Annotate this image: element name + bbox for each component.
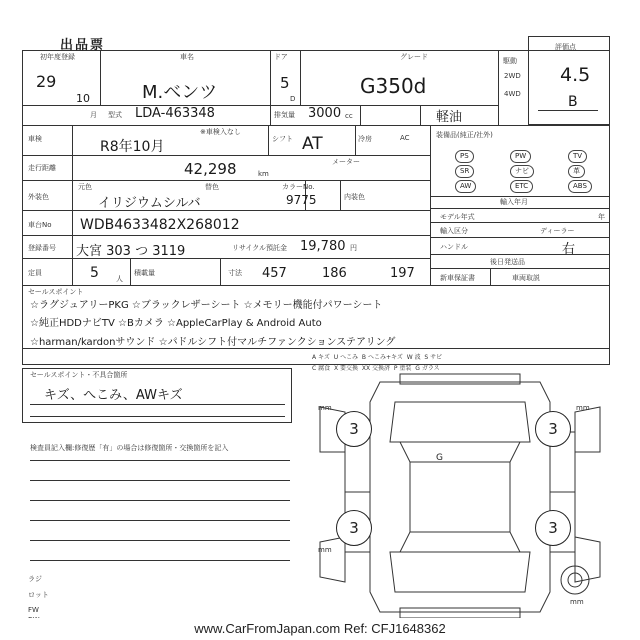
- model-year-unit: 年: [598, 213, 605, 221]
- size-label: 寸法: [228, 269, 242, 277]
- import-type-value: ディーラー: [540, 227, 575, 235]
- warranty-label: 新車保証書: [440, 274, 475, 282]
- left-rear-fender: [320, 537, 345, 582]
- color-value: イリジウムシルバ: [98, 196, 201, 211]
- right-rear-fender: [575, 537, 600, 582]
- drive-label: 駆動: [503, 57, 517, 65]
- tire-rear-right: 3: [535, 510, 571, 546]
- damage-legend-row-1: A キズ U へこみ B へこみ+キズ W 波 S サビ: [312, 354, 443, 361]
- displacement-value: 3000: [308, 106, 342, 121]
- rear-glass-panel: [400, 532, 520, 552]
- fuel-value: 軽油: [436, 110, 463, 125]
- drive-2wd: 2WD: [504, 72, 521, 80]
- height-value: 197: [390, 266, 415, 281]
- equip-etc: ETC: [510, 180, 533, 193]
- mm-bottom-right: mm: [570, 598, 584, 606]
- color-code-value: 9775: [286, 193, 317, 207]
- year-label: 初年度登録: [40, 53, 75, 61]
- grade-label: グレード: [400, 53, 428, 61]
- equip-abs: ABS: [568, 180, 592, 193]
- displacement-unit: cc: [345, 112, 353, 120]
- side-label-lot: ロット: [28, 591, 49, 599]
- tire-front-left: 3: [336, 411, 372, 447]
- equipment-header: 装備品(純正/社外): [436, 131, 493, 139]
- shift-label: シフト: [272, 135, 293, 143]
- color-label: 外装色: [28, 193, 49, 201]
- mileage-label: 走行距離: [28, 164, 56, 172]
- sales-line-2: ☆純正HDDナビTV ☆Bカメラ ☆AppleCarPlay & Android Auto: [30, 318, 322, 329]
- glass-mark: G: [436, 453, 443, 463]
- rear-bumper: [400, 608, 520, 618]
- maker-label: 車名: [180, 53, 194, 61]
- score-value: 4.5: [560, 64, 591, 86]
- tire-rear-left: 3: [336, 510, 372, 546]
- equip-ps: PS: [455, 150, 474, 163]
- month-unit: 月: [90, 111, 97, 119]
- sales-line-3: ☆harman/kardonサウンド ☆パドルシフト付マルチファンクションステアリング: [30, 337, 396, 348]
- month-value: 10: [76, 92, 90, 105]
- load-label: 積載量: [134, 269, 155, 277]
- import-date-label: 輸入年月: [500, 198, 528, 206]
- equip-aw: AW: [455, 180, 476, 193]
- tailgate-panel: [390, 552, 530, 592]
- capacity-unit: 人: [116, 275, 123, 283]
- model-year-label: モデル年式: [440, 213, 475, 221]
- grade-value: G350d: [360, 74, 427, 98]
- shift-value: AT: [302, 134, 323, 154]
- side-label-radiator: ラジ: [28, 575, 42, 583]
- recycle-value: 19,780: [300, 239, 346, 254]
- remarks-header: セールスポイント・不具合箇所: [30, 371, 128, 379]
- length-value: 457: [262, 266, 287, 281]
- door-label: ドア: [274, 53, 288, 61]
- ac-label: 冷房: [358, 135, 372, 143]
- capacity-value: 5: [90, 265, 99, 281]
- hood-panel: [390, 402, 530, 442]
- type-label: 型式: [108, 111, 122, 119]
- registration-value: 大宮 303 つ 3119: [76, 244, 186, 259]
- import-type-label: 輸入区分: [440, 227, 468, 235]
- inspection-note: ※車検入なし: [200, 128, 241, 136]
- type-value: LDA-463348: [135, 106, 215, 121]
- inspection-label: 車検: [28, 135, 42, 143]
- mileage-value: 42,298: [184, 160, 237, 178]
- meter-label: メーター: [332, 158, 360, 166]
- door-value: 5: [280, 74, 290, 92]
- right-front-fender: [575, 407, 600, 452]
- recycle-label: リサイクル預託金: [232, 244, 288, 252]
- drive-4wd: 4WD: [504, 90, 521, 98]
- damage-legend-row-2: C 腐食 X 要交換 XX 交換済 P 塗装 G ガラス: [312, 365, 440, 372]
- sheet-title: 出品票: [60, 38, 106, 53]
- mileage-unit: km: [258, 170, 269, 178]
- mm-top-right: mm: [576, 404, 590, 412]
- equip-pw: PW: [510, 150, 531, 163]
- side-label-fw: FW: [28, 606, 39, 614]
- handle-value: 右: [562, 242, 576, 257]
- ac-value: AC: [400, 134, 410, 142]
- interior-color-label: 内装色: [344, 193, 365, 201]
- chassis-value: WDB4633482X268012: [80, 217, 240, 233]
- inspector-notice: 検査員記入欄:修復歴「有」の場合は修復箇所・交換箇所を記入: [30, 444, 229, 452]
- sales-points-header: セールスポイント: [28, 288, 84, 296]
- car-damage-diagram: [300, 372, 620, 620]
- manual-label: 車両取説: [512, 274, 540, 282]
- equip-leather: 革: [568, 165, 585, 178]
- later-ship-label: 後日発送品: [490, 258, 525, 266]
- color-replaced-label: 替色: [205, 183, 219, 191]
- registration-label: 登録番号: [28, 244, 56, 252]
- score-label: 評価点: [555, 43, 576, 51]
- sales-line-1: ☆ラグジュアリーPKG ☆ブラックレザーシート ☆メモリー機能付パワーシート: [30, 300, 383, 311]
- mm-top-left: mm: [318, 404, 332, 412]
- interior-score: B: [568, 94, 578, 110]
- remarks-value: キズ、へこみ、AWキズ: [44, 388, 183, 403]
- width-value: 186: [322, 266, 347, 281]
- equip-sr: SR: [455, 165, 474, 178]
- capacity-label: 定員: [28, 269, 42, 277]
- windshield-panel: [400, 442, 520, 462]
- equip-tv: TV: [568, 150, 587, 163]
- chassis-label: 車台No: [28, 221, 52, 229]
- color-original-label: 元色: [78, 183, 92, 191]
- inspection-value: R8年10月: [100, 139, 165, 155]
- recycle-unit: 円: [350, 244, 357, 252]
- maker-value: M.ベンツ: [142, 82, 218, 103]
- mm-bottom-left: mm: [318, 546, 332, 554]
- footer-reference: www.CarFromJapan.com Ref: CFJ1648362: [0, 618, 640, 640]
- car-body-outline: [370, 382, 550, 612]
- roof-panel: [410, 462, 510, 532]
- handle-label: ハンドル: [440, 243, 468, 251]
- year-value: 29: [36, 72, 57, 91]
- equip-navi: ナビ: [510, 165, 534, 178]
- tire-front-right: 3: [535, 411, 571, 447]
- color-code-label: カラーNo.: [282, 183, 315, 191]
- door-unit: D: [290, 95, 296, 103]
- displacement-label: 排気量: [274, 111, 295, 119]
